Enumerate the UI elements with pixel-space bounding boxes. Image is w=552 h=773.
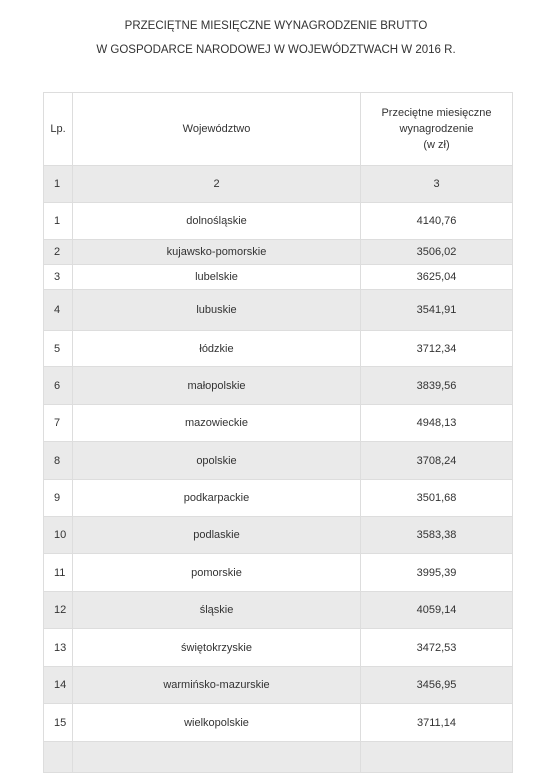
row-wojewodztwo: podkarpackie [73, 480, 361, 517]
header-wojewodztwo: Województwo [73, 93, 361, 166]
table-row [44, 265, 513, 290]
column-number: 1 [44, 166, 73, 203]
header-wynagrodzenie-line-2: wynagrodzenie [399, 123, 474, 135]
header-wynagrodzenie-line-1: Przeciętne miesięczne [381, 107, 492, 119]
row-lp: 13 [44, 629, 73, 667]
row-wynagrodzenie: 4059,14 [361, 592, 513, 629]
row-wojewodztwo: wielkopolskie [73, 704, 361, 742]
row-lp: 14 [44, 667, 73, 704]
row-lp: 4 [44, 290, 73, 331]
salary-table [43, 92, 513, 773]
table-row [44, 290, 513, 331]
row-lp: 11 [44, 554, 73, 592]
empty-cell [73, 742, 361, 773]
row-wojewodztwo: warmińsko-mazurskie [73, 667, 361, 704]
row-wynagrodzenie: 3456,95 [361, 667, 513, 704]
row-wojewodztwo: dolnośląskie [73, 203, 361, 240]
table-title-line-1: PRZECIĘTNE MIESIĘCZNE WYNAGRODZENIE BRUTTO [124, 20, 428, 32]
table-row [44, 704, 513, 742]
row-wojewodztwo: lubelskie [73, 265, 361, 290]
row-lp: 2 [44, 240, 73, 265]
row-wojewodztwo: mazowieckie [73, 405, 361, 442]
row-lp: 6 [44, 367, 73, 405]
row-wojewodztwo: kujawsko-pomorskie [73, 240, 361, 265]
table-header-row [44, 93, 513, 166]
table-title-line-2: W GOSPODARCE NARODOWEJ W WOJEWÓDZTWACH W 2016 R. [96, 44, 456, 56]
row-lp: 12 [44, 592, 73, 629]
row-lp: 15 [44, 704, 73, 742]
row-wynagrodzenie: 3712,34 [361, 331, 513, 367]
table-row [44, 367, 513, 405]
row-wynagrodzenie: 3583,38 [361, 517, 513, 554]
column-number: 3 [361, 166, 513, 203]
row-wynagrodzenie: 4140,76 [361, 203, 513, 240]
table-row [44, 331, 513, 367]
table-row [44, 240, 513, 265]
header-wynagrodzenie [361, 93, 513, 166]
row-wynagrodzenie: 3995,39 [361, 554, 513, 592]
row-lp: 5 [44, 331, 73, 367]
table-row [44, 203, 513, 240]
table-row [44, 629, 513, 667]
table-row [44, 554, 513, 592]
row-wynagrodzenie: 3839,56 [361, 367, 513, 405]
table-row [44, 480, 513, 517]
row-wynagrodzenie: 4948,13 [361, 405, 513, 442]
row-lp: 3 [44, 265, 73, 290]
row-wynagrodzenie: 3506,02 [361, 240, 513, 265]
row-wynagrodzenie: 3708,24 [361, 442, 513, 480]
table-row [44, 667, 513, 704]
row-wynagrodzenie: 3711,14 [361, 704, 513, 742]
table-row [44, 442, 513, 480]
row-wynagrodzenie: 3472,53 [361, 629, 513, 667]
row-wojewodztwo: opolskie [73, 442, 361, 480]
table-row [44, 592, 513, 629]
row-wojewodztwo: pomorskie [73, 554, 361, 592]
row-lp: 9 [44, 480, 73, 517]
row-lp: 1 [44, 203, 73, 240]
row-wojewodztwo: małopolskie [73, 367, 361, 405]
column-number-row [44, 166, 513, 203]
row-wojewodztwo: lubuskie [73, 290, 361, 331]
row-wojewodztwo: śląskie [73, 592, 361, 629]
row-wynagrodzenie: 3625,04 [361, 265, 513, 290]
table-row [44, 405, 513, 442]
row-lp: 8 [44, 442, 73, 480]
row-lp: 10 [44, 517, 73, 554]
header-wynagrodzenie-line-3: (w zł) [423, 139, 450, 151]
row-wojewodztwo: łódzkie [73, 331, 361, 367]
header-lp: Lp. [44, 93, 73, 166]
empty-cell [361, 742, 513, 773]
row-wojewodztwo: podlaskie [73, 517, 361, 554]
table-row-empty [44, 742, 513, 773]
column-number: 2 [73, 166, 361, 203]
row-wojewodztwo: świętokrzyskie [73, 629, 361, 667]
table-row [44, 517, 513, 554]
row-wynagrodzenie: 3501,68 [361, 480, 513, 517]
row-lp: 7 [44, 405, 73, 442]
row-wynagrodzenie: 3541,91 [361, 290, 513, 331]
empty-cell [44, 742, 73, 773]
